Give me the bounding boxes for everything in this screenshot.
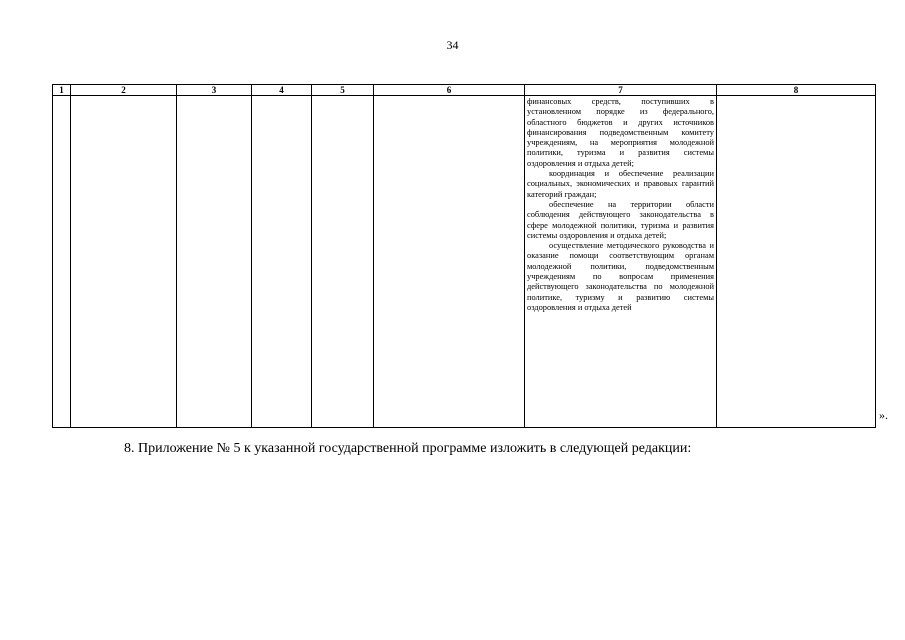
column-header-5: 5 bbox=[312, 85, 374, 96]
closing-quote: ». bbox=[879, 408, 888, 422]
cell-col4 bbox=[252, 96, 312, 428]
column-header-2: 2 bbox=[71, 85, 177, 96]
header-row bbox=[53, 85, 876, 96]
cell-col8 bbox=[717, 96, 876, 428]
cell-col6 bbox=[374, 96, 525, 428]
column-header-3: 3 bbox=[177, 85, 252, 96]
page-number: 34 bbox=[446, 38, 459, 52]
cell-col3 bbox=[177, 96, 252, 428]
instruction-paragraph: 8. Приложение № 5 к указанной государственной программе изложить в следующей редакции: bbox=[124, 441, 692, 456]
column-header-4: 4 bbox=[252, 85, 312, 96]
col7-paragraph: финансовых средств, поступивших в установленном порядке из федерального, областного бюджетов и других источников финансирования подведомственным комитету учреждениям, на мероприятия молодежной политики, туризма и развития системы оздоровления и отдыха детей; bbox=[527, 97, 714, 168]
col7-paragraph: обеспечение на территории области соблюдения действующего законодательства в сфере молодежной политики, туризма и развития системы оздоровления и отдыха детей; bbox=[527, 199, 714, 240]
col7-paragraph: осуществление методического руководства и оказание помощи соответствующим органам молодежной политики, подведомственным учреждениям по вопросам применения действующего законодательства по молодежной политике, туризму и развитию системы оздоровления и отдыха детей bbox=[527, 241, 714, 312]
data-table bbox=[52, 84, 876, 428]
cell-col1 bbox=[53, 96, 71, 428]
cell-col7-text bbox=[525, 96, 717, 428]
column-header-6: 6 bbox=[374, 85, 525, 96]
table-row bbox=[53, 96, 876, 428]
column-header-7: 7 bbox=[525, 85, 717, 96]
column-header-1: 1 bbox=[53, 85, 71, 96]
col7-paragraph: координация и обеспечение реализации социальных, экономических и правовых гарантий категорий граждан; bbox=[527, 169, 714, 199]
cell-col2 bbox=[71, 96, 177, 428]
cell-col5 bbox=[312, 96, 374, 428]
column-header-8: 8 bbox=[717, 85, 876, 96]
